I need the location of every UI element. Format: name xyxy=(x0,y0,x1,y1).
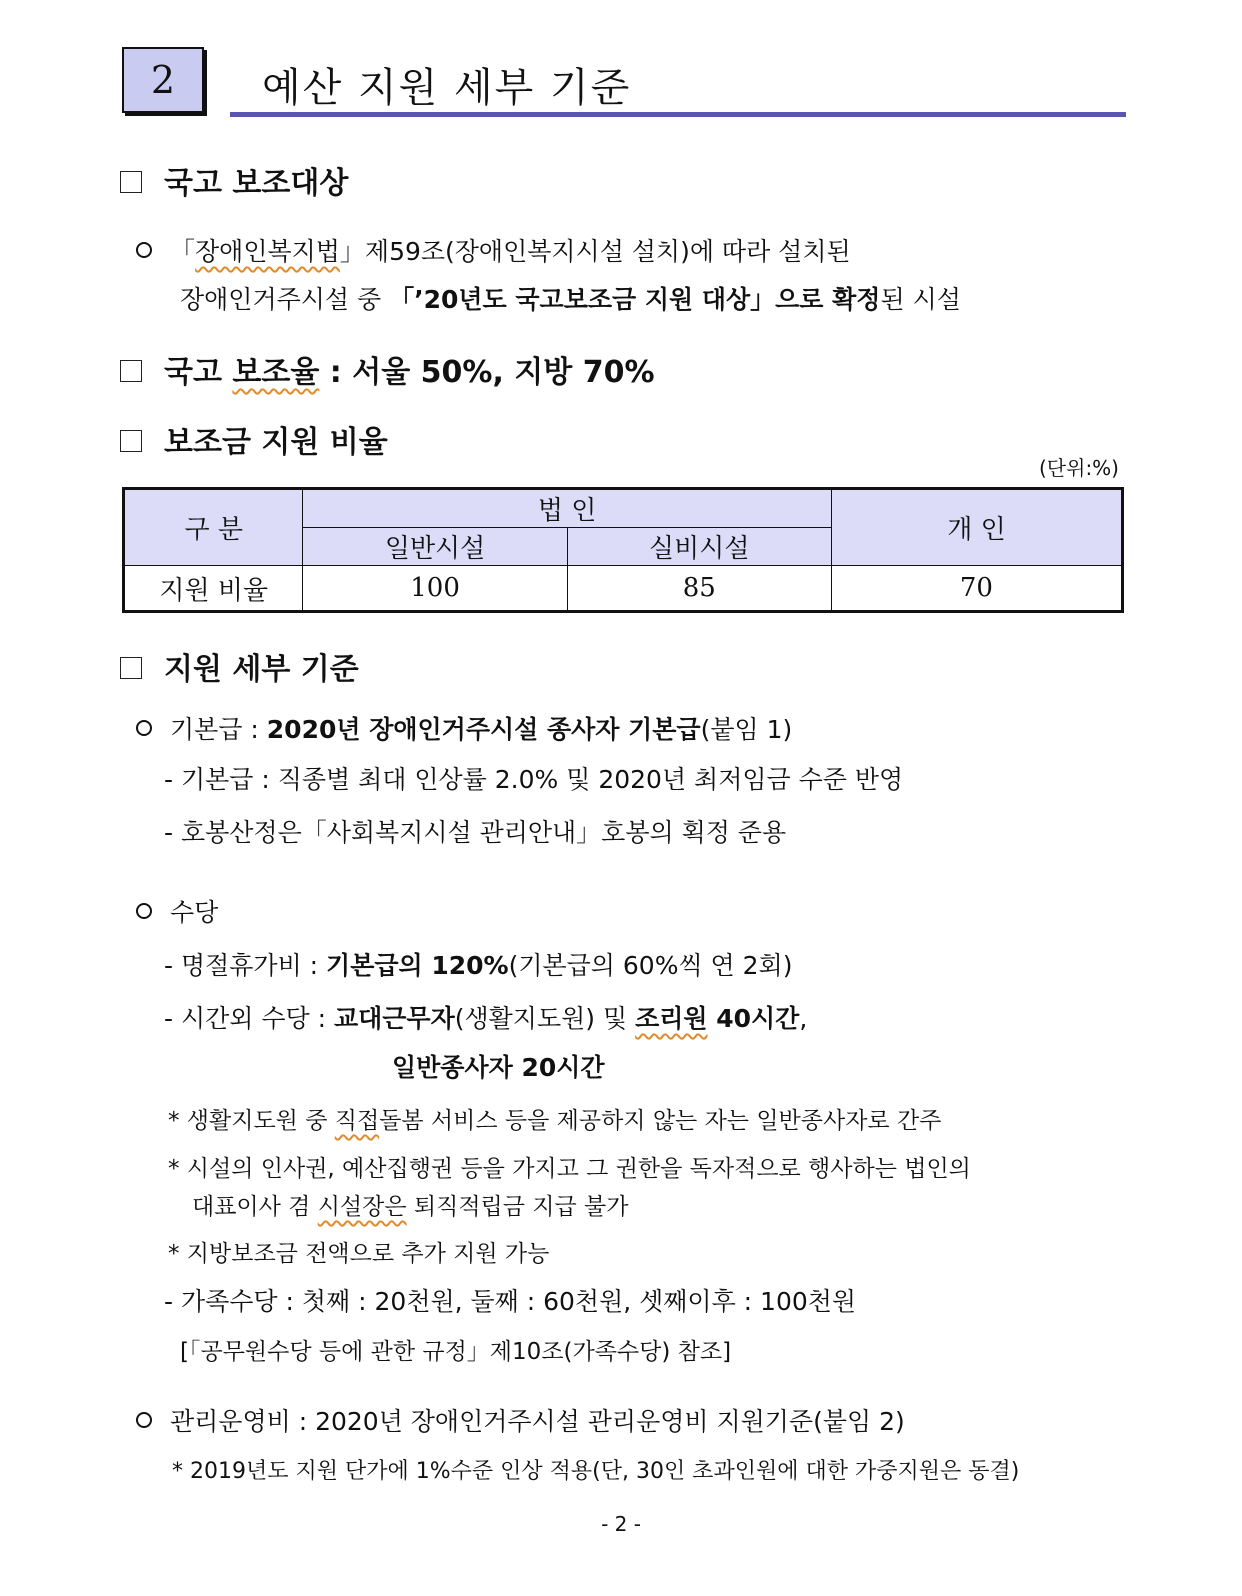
header-corporation: 법 인 xyxy=(303,489,831,528)
overtime-allowance-line-2 xyxy=(392,1048,605,1084)
text: 된 시설 xyxy=(880,285,961,314)
text: 장애인거주시설 중 xyxy=(180,285,390,314)
checkbox-square-icon xyxy=(120,430,142,452)
header-gubun: 구 분 xyxy=(124,489,303,566)
circle-bullet-icon xyxy=(136,242,152,258)
title-underline xyxy=(230,112,1126,117)
page-number: - 2 - xyxy=(601,1512,641,1536)
text: (기본급의 60%씩 연 2회) xyxy=(508,951,793,980)
text: * 생활지도원 중 xyxy=(168,1108,335,1134)
holiday-allowance-line xyxy=(164,946,792,982)
text: 「 xyxy=(170,237,196,266)
overtime-allowance-line xyxy=(164,999,807,1035)
heading-text: 국고 보조대상 xyxy=(164,166,349,201)
header-paid-facility: 실비시설 xyxy=(567,528,831,566)
wavy-text: 시설장은 xyxy=(317,1194,407,1220)
row-label: 지원 비율 xyxy=(124,566,303,612)
note-2-line-1: * 시설의 인사권, 예산집행권 등을 가지고 그 권한을 독자적으로 행사하는 법인의 xyxy=(168,1156,971,1182)
salary-detail-1: - 기본급 : 직종별 최대 인상률 2.0% 및 2020년 최저임금 수준 반영 xyxy=(164,765,904,794)
header-individual: 개 인 xyxy=(831,489,1122,566)
text: 대표이사 겸 xyxy=(192,1194,318,1220)
heading-text: 보조금 지원 비율 xyxy=(164,425,388,460)
circle-bullet-icon xyxy=(136,720,152,736)
law-name: 장애인복지법 xyxy=(195,237,340,266)
text: : 서울 50%, 지방 70% xyxy=(319,355,655,390)
table-row xyxy=(124,566,1123,612)
text: 국고 xyxy=(164,355,233,390)
text: , xyxy=(799,1004,808,1033)
text: 돌봄 서비스 등을 제공하지 않는 자는 일반종사자로 간주 xyxy=(379,1108,942,1134)
family-allowance-reference: [「공무원수당 등에 관한 규정」제10조(가족수당) 참조] xyxy=(180,1339,732,1365)
header-general-facility: 일반시설 xyxy=(303,528,567,566)
bold-text: 40시간 xyxy=(707,1004,800,1033)
bold-text: 교대근무자 xyxy=(333,1004,455,1033)
note-2-line-2 xyxy=(192,1188,629,1221)
value-individual: 70 xyxy=(831,566,1122,612)
heading-subsidy-target xyxy=(120,158,348,202)
text: 수당 xyxy=(170,898,219,927)
note-3: * 지방보조금 전액으로 추가 지원 가능 xyxy=(168,1241,550,1267)
wavy-text: 보조율 xyxy=(232,355,320,390)
circle-bullet-icon xyxy=(136,903,152,919)
section-number: 2 xyxy=(150,58,176,102)
bold-wavy-text: 조리원 xyxy=(635,1004,708,1033)
heading-support-ratio xyxy=(120,417,388,461)
heading-subsidy-rate xyxy=(120,347,655,391)
subsidy-target-line-2 xyxy=(180,280,961,316)
value-paid: 85 xyxy=(567,566,831,612)
bold-text: 「’20년도 국고보조금 지원 대상」으로 확정 xyxy=(389,285,881,314)
text: (붙임 1) xyxy=(700,715,793,744)
support-ratio-table xyxy=(122,487,1124,613)
bold-text: 기본급의 120% xyxy=(326,951,509,980)
checkbox-square-icon xyxy=(120,171,142,193)
text: 퇴직적립금 지급 불가 xyxy=(406,1194,629,1220)
salary-detail-2: - 호봉산정은「사회복지시설 관리안내」호봉의 획정 준용 xyxy=(164,818,787,847)
unit-label: (단위:%) xyxy=(1039,456,1119,480)
salary-line xyxy=(136,710,792,746)
text: 관리운영비 : 2020년 장애인거주시설 관리운영비 지원기준 xyxy=(170,1407,814,1436)
note-1 xyxy=(168,1102,941,1135)
text: 」제59조(장애인복지시설 설치)에 따라 설치된 xyxy=(339,237,851,266)
section-title: 예산 지원 세부 기준 xyxy=(262,65,632,111)
text: 기본급 : xyxy=(170,715,267,744)
text: (생활지도원) 및 xyxy=(454,1004,636,1033)
bold-text: 2020년 장애인거주시설 종사자 기본급 xyxy=(266,715,701,744)
mgmt-cost-note: * 2019년도 지원 단가에 1%수준 인상 적용(단, 30인 초과인원에 대한 가중지원은 동결) xyxy=(172,1459,1020,1484)
checkbox-square-icon xyxy=(120,360,142,382)
section-number-box xyxy=(122,47,204,113)
allowance-title-line xyxy=(136,893,218,929)
text: - 시간외 수당 : xyxy=(164,1004,334,1033)
text: (붙임 2) xyxy=(813,1407,905,1436)
mgmt-cost-line xyxy=(136,1402,905,1438)
heading-text: 지원 세부 기준 xyxy=(164,652,359,687)
circle-bullet-icon xyxy=(136,1412,152,1428)
heading-detail-criteria xyxy=(120,644,359,688)
bold-text: 일반종사자 20시간 xyxy=(392,1053,605,1082)
value-general: 100 xyxy=(303,566,567,612)
checkbox-square-icon xyxy=(120,657,142,679)
subsidy-target-line-1 xyxy=(136,232,851,268)
wavy-text: 직접 xyxy=(334,1108,380,1134)
family-allowance-line: - 가족수당 : 첫째 : 20천원, 둘째 : 60천원, 셋째이후 : 100천원 xyxy=(164,1287,857,1316)
text: - 명절휴가비 : xyxy=(164,951,327,980)
